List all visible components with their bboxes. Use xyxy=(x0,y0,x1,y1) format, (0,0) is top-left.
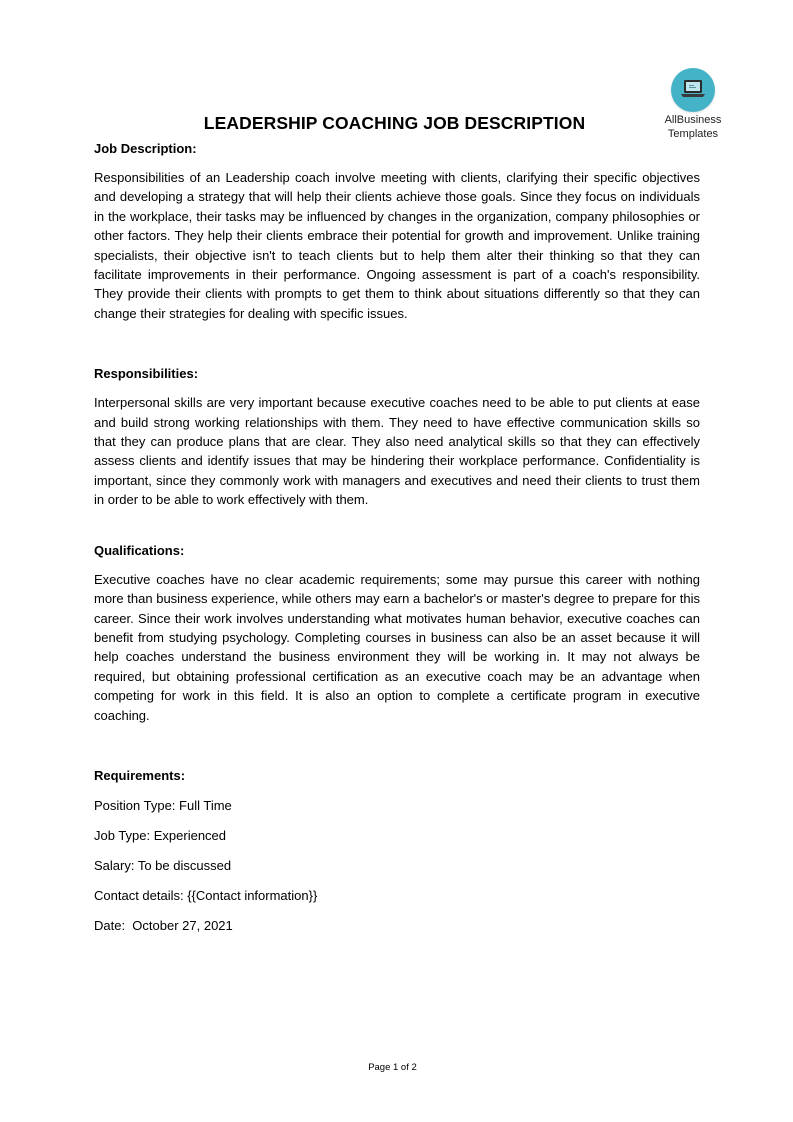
logo-text-line1: AllBusiness xyxy=(664,114,722,126)
contact-details: Contact details: {{Contact information}} xyxy=(94,887,318,903)
qualifications-heading: Qualifications: xyxy=(94,542,185,558)
responsibilities-heading: Responsibilities: xyxy=(94,366,199,382)
logo-text-line2: Templates xyxy=(667,128,719,140)
document-body xyxy=(94,139,700,935)
job-description-heading: Job Description: xyxy=(94,141,197,156)
salary: Salary: To be discussed xyxy=(94,857,232,873)
page-number: Page 1 of 2 xyxy=(368,1062,417,1073)
laptop-icon xyxy=(671,68,715,112)
position-type: Position Type: Full Time xyxy=(94,797,232,813)
responsibilities-text: Interpersonal skills are very important because executive coaches need to be able to put clients at ease and build strong working relationships with them. They need to have effective communication skills so that they can produce plans that are clear. They also need analytical skills so that they can effectively assess clients and identify issues that may be hindering their workplace performance. Confidentiality is important, since they commonly work with managers and executives and need their clients to trust them in order to be able to work effectively with them. xyxy=(94,395,700,508)
document-title: LEADERSHIP COACHING JOB DESCRIPTION xyxy=(203,113,586,133)
qualifications-text: Executive coaches have no clear academic requirements; some may pursue this career with nothing more than business experience, while others may earn a bachelor's or master's degree to prepare for this career. Since their work involves understanding what motivates human behavior, executive coaches can benefit from studying psychology. Completing courses in business can also be an asset because it will help coaches understand the business environment they will be working in. It may not always be required, but obtaining professional certification as an executive coach may be an advantage when competing for work in this field. It is also an option to complete a certificate program in executive coaching. xyxy=(94,571,700,723)
job-type: Job Type: Experienced xyxy=(94,827,227,843)
job-description-text: Responsibilities of an Leadership coach involve meeting with clients, clarifying their specific objectives and developing a strategy that will help their clients achieve those goals. Since they focus on individuals in the workplace, their tasks may be influenced by changes in the organization, company philosophies or other factors. They help their clients embrace their potential for growth and improvement. Unlike training specialists, their objective isn't to teach clients but to help them alter their thinking so that they can facilitate improvements in their performance. Ongoing assessment is part of a coach's responsibility. They provide their clients with prompts to get them to think about situations differently so that they can change their strategies for dealing with specific issues. xyxy=(94,170,700,321)
date: Date: October 27, 2021 xyxy=(94,917,233,933)
requirements-heading: Requirements: xyxy=(94,767,186,783)
